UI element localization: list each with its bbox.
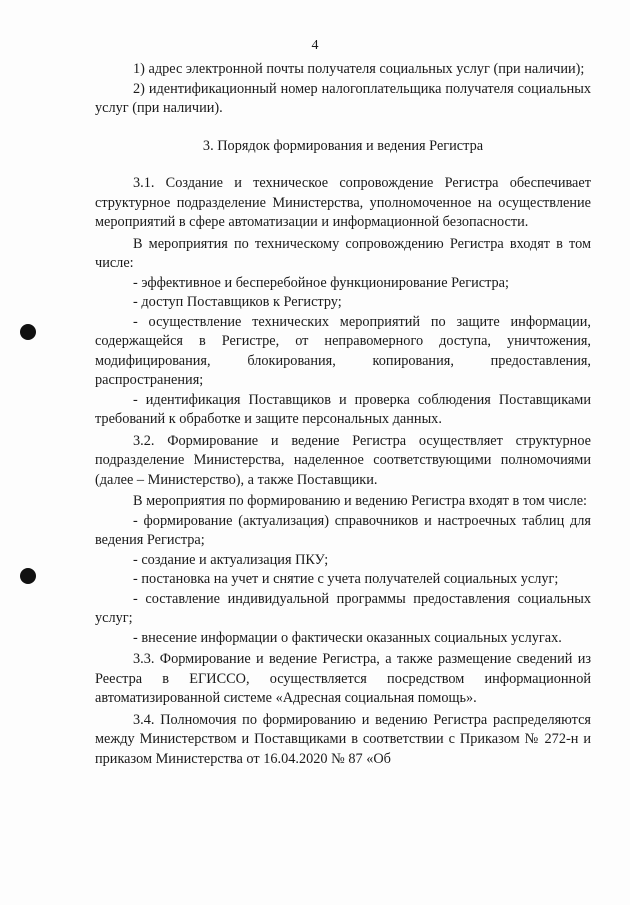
paragraph-tech-support-intro: В мероприятия по техническому сопровождению Регистра входят в том числе: bbox=[95, 235, 591, 271]
punch-hole-bottom bbox=[20, 568, 36, 584]
document-body bbox=[95, 60, 591, 769]
list-item-pku: - создание и актуализация ПКУ; bbox=[133, 551, 329, 568]
paragraph-3-4: 3.4. Полномочия по формированию и ведению Регистра распределяются между Министерством и Поставщиками в соответствии с Приказом № 272-н и приказом Министерства от 16.04.2020 № 87 «Об bbox=[95, 711, 591, 767]
paragraph-3-2: 3.2. Формирование и ведение Регистра осуществляет структурное подразделение Министерства, наделенное соответствующими полномочиями (далее – Министерство), а также Поставщики. bbox=[95, 432, 591, 488]
list-item-access: - доступ Поставщиков к Регистру; bbox=[133, 294, 342, 310]
list-item-individual-program: - составление индивидуальной программы предоставления социальных услуг; bbox=[95, 590, 591, 626]
list-item-identification: - идентификация Поставщиков и проверка соблюдения Поставщиками требований к обработке и защите персональных данных. bbox=[95, 391, 591, 427]
paragraph-3-1: 3.1. Создание и техническое сопровождение Регистра обеспечивает структурное подразделение Министерства, уполномоченное на осуществление мероприятий в сфере автоматизации и информационной безопасности. bbox=[95, 175, 591, 230]
list-item-functioning: - эффективное и бесперебойное функционирование Регистра; bbox=[133, 274, 509, 291]
paragraph-formation-intro: В мероприятия по формированию и ведению Регистра входят в том числе: bbox=[133, 493, 588, 509]
page-number: 4 bbox=[311, 38, 319, 53]
list-item-registration: - постановка на учет и снятие с учета получателей социальных услуг; bbox=[133, 571, 559, 587]
list-item-protection: - осуществление технических мероприятий по защите информации, содержащейся в Регистре, от неправомерного доступа, уничтожения, модифицирования, блокирования, копирования, предоставления, распространения; bbox=[95, 313, 591, 388]
list-item-email: 1) адрес электронной почты получателя социальных услуг (при наличии); bbox=[133, 61, 585, 77]
section-heading: 3. Порядок формирования и ведения Регистра bbox=[202, 137, 484, 154]
list-item-services-info: - внесение информации о фактически оказанных социальных услугах. bbox=[133, 629, 562, 646]
paragraph-3-3: 3.3. Формирование и ведение Регистра, а также размещение сведений из Реестра в ЕГИССО, осуществляется посредством информационной автоматизированной системе «Адресная социальная помощь». bbox=[95, 651, 591, 706]
punch-hole-top bbox=[20, 324, 36, 340]
list-item-directories: - формирование (актуализация) справочников и настроечных таблиц для ведения Регистра; bbox=[95, 512, 591, 548]
list-item-inn: 2) идентификационный номер налогоплательщика получателя социальных услуг (при наличии). bbox=[95, 80, 591, 116]
